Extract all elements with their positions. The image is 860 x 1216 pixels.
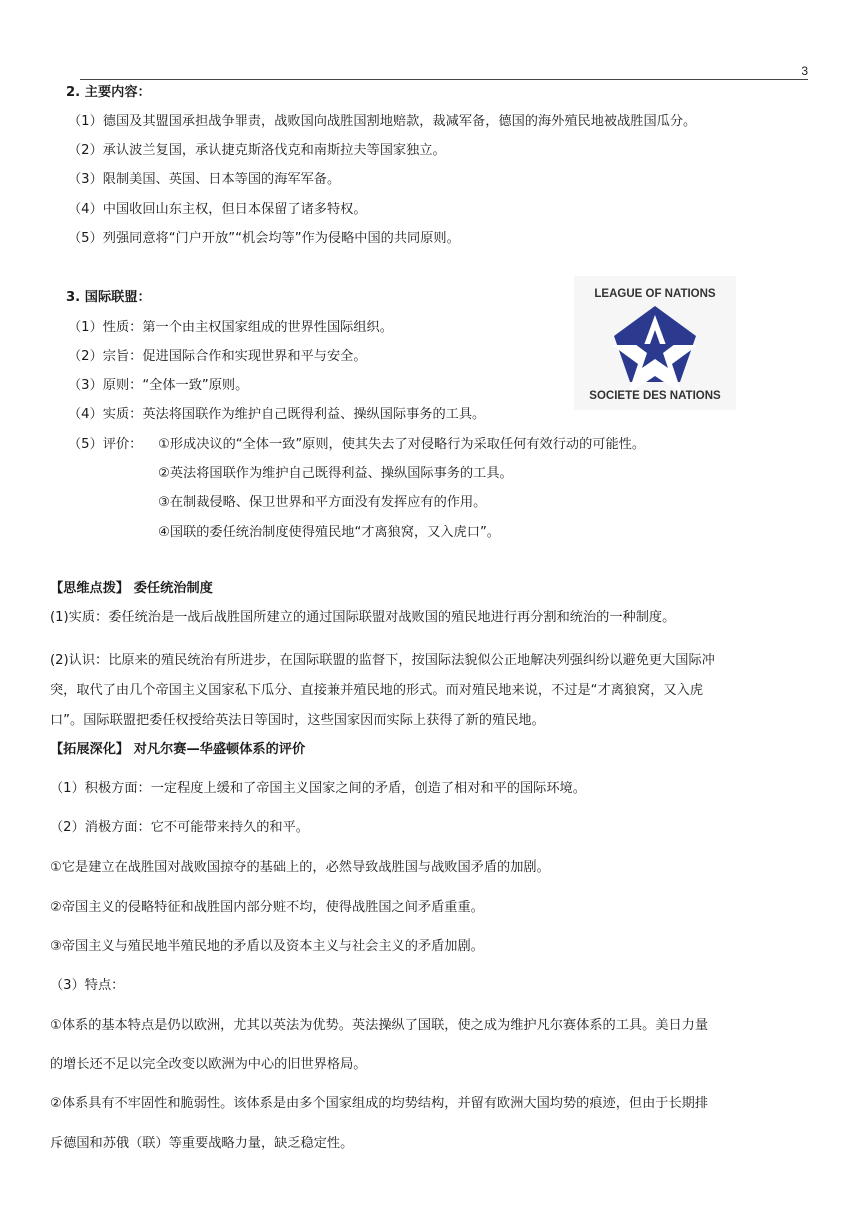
section2-title: 2. 主要内容： <box>66 85 151 100</box>
thinking-p2-line-2: 突，取代了由几个帝国主义国家私下瓜分、直接兼并殖民地的形式。而对殖民地来说，不过是“才离狼窝，又入虎 <box>50 683 704 698</box>
page-number: 3 <box>801 64 808 78</box>
extension-feature1-line-2: 的增长还不足以完全改变以欧洲为中心的旧世界格局。 <box>50 1057 367 1072</box>
section3-item-3: （3）原则：“全体一致”原则。 <box>68 378 249 393</box>
section3-eval-item-3: ③在制裁侵略、保卫世界和平方面没有发挥应有的作用。 <box>158 495 487 510</box>
league-of-nations-logo <box>574 276 736 410</box>
section3-eval-label: （5）评价： <box>68 437 143 452</box>
extension-negative: （2）消极方面：它不可能带来持久的和平。 <box>50 820 309 835</box>
extension-title: 【拓展深化】 对凡尔赛—华盛顿体系的评价 <box>50 742 306 757</box>
header-rule <box>80 79 808 80</box>
section3-eval-item-4: ④国联的委任统治制度使得殖民地“才离狼窝，又入虎口”。 <box>158 525 500 540</box>
extension-negative-item-1: ①它是建立在战胜国对战败国掠夺的基础上的，必然导致战胜国与战败国矛盾的加剧。 <box>50 860 550 875</box>
section2-item-1: （1）德国及其盟国承担战争罪责，战败国向战胜国割地赔款，裁减军备，德国的海外殖民地被战胜国瓜分。 <box>68 114 697 129</box>
extension-negative-item-3: ③帝国主义与殖民地半殖民地的矛盾以及资本主义与社会主义的矛盾加剧。 <box>50 939 484 954</box>
section2-item-4: （4）中国收回山东主权，但日本保留了诸多特权。 <box>68 202 367 217</box>
thinking-title: 【思维点拨】 委任统治制度 <box>50 581 213 596</box>
section2-item-3: （3）限制美国、英国、日本等国的海军军备。 <box>68 172 341 187</box>
section3-item-1: （1）性质：第一个由主权国家组成的世界性国际组织。 <box>68 320 393 335</box>
league-emblem-icon <box>574 276 736 410</box>
section3-title: 3. 国际联盟： <box>66 290 151 305</box>
section3-item-4: （4）实质：英法将国联作为维护自己既得利益、操纵国际事务的工具。 <box>68 407 486 422</box>
logo-top-text: LEAGUE OF NATIONS <box>594 288 716 300</box>
section2-item-5: （5）列强同意将“门户开放”“机会均等”作为侵略中国的共同原则。 <box>68 231 460 246</box>
extension-feature2-line-2: 斥德国和苏俄（联）等重要战略力量，缺乏稳定性。 <box>50 1136 354 1151</box>
extension-positive: （1）积极方面：一定程度上缓和了帝国主义国家之间的矛盾，创造了相对和平的国际环境。 <box>50 781 586 796</box>
thinking-p1: (1)实质：委任统治是一战后战胜国所建立的通过国际联盟对战败国的殖民地进行再分割和统治的一种制度。 <box>50 610 676 625</box>
thinking-p2-line-1: (2)认识：比原来的殖民统治有所进步，在国际联盟的监督下，按国际法貌似公正地解决列强纠纷以避免更大国际冲 <box>50 653 715 668</box>
section2-item-2: （2）承认波兰复国，承认捷克斯洛伐克和南斯拉夫等国家独立。 <box>68 143 446 158</box>
logo-bottom-text: SOCIETE DES NATIONS <box>589 390 721 402</box>
thinking-p2-line-3: 口”。国际联盟把委任权授给英法日等国时，这些国家因而实际上获得了新的殖民地。 <box>50 713 545 728</box>
extension-feature2-line-1: ②体系具有不牢固性和脆弱性。该体系是由多个国家组成的均势结构，并留有欧洲大国均势的痕迹，但由于长期排 <box>50 1096 709 1111</box>
section3-eval-item-2: ②英法将国联作为维护自己既得利益、操纵国际事务的工具。 <box>158 466 513 481</box>
section3-item-2: （2）宗旨：促进国际合作和实现世界和平与安全。 <box>68 349 367 364</box>
extension-feature1-line-1: ①体系的基本特点是仍以欧洲，尤其以英法为优势。英法操纵了国联，使之成为维护凡尔赛体系的工具。美日力量 <box>50 1018 709 1033</box>
extension-negative-item-2: ②帝国主义的侵略特征和战胜国内部分赃不均，使得战胜国之间矛盾重重。 <box>50 900 484 915</box>
section3-eval-item-1: ①形成决议的“全体一致”原则，使其失去了对侵略行为采取任何有效行动的可能性。 <box>158 437 646 452</box>
extension-features-label: （3）特点： <box>50 978 125 993</box>
